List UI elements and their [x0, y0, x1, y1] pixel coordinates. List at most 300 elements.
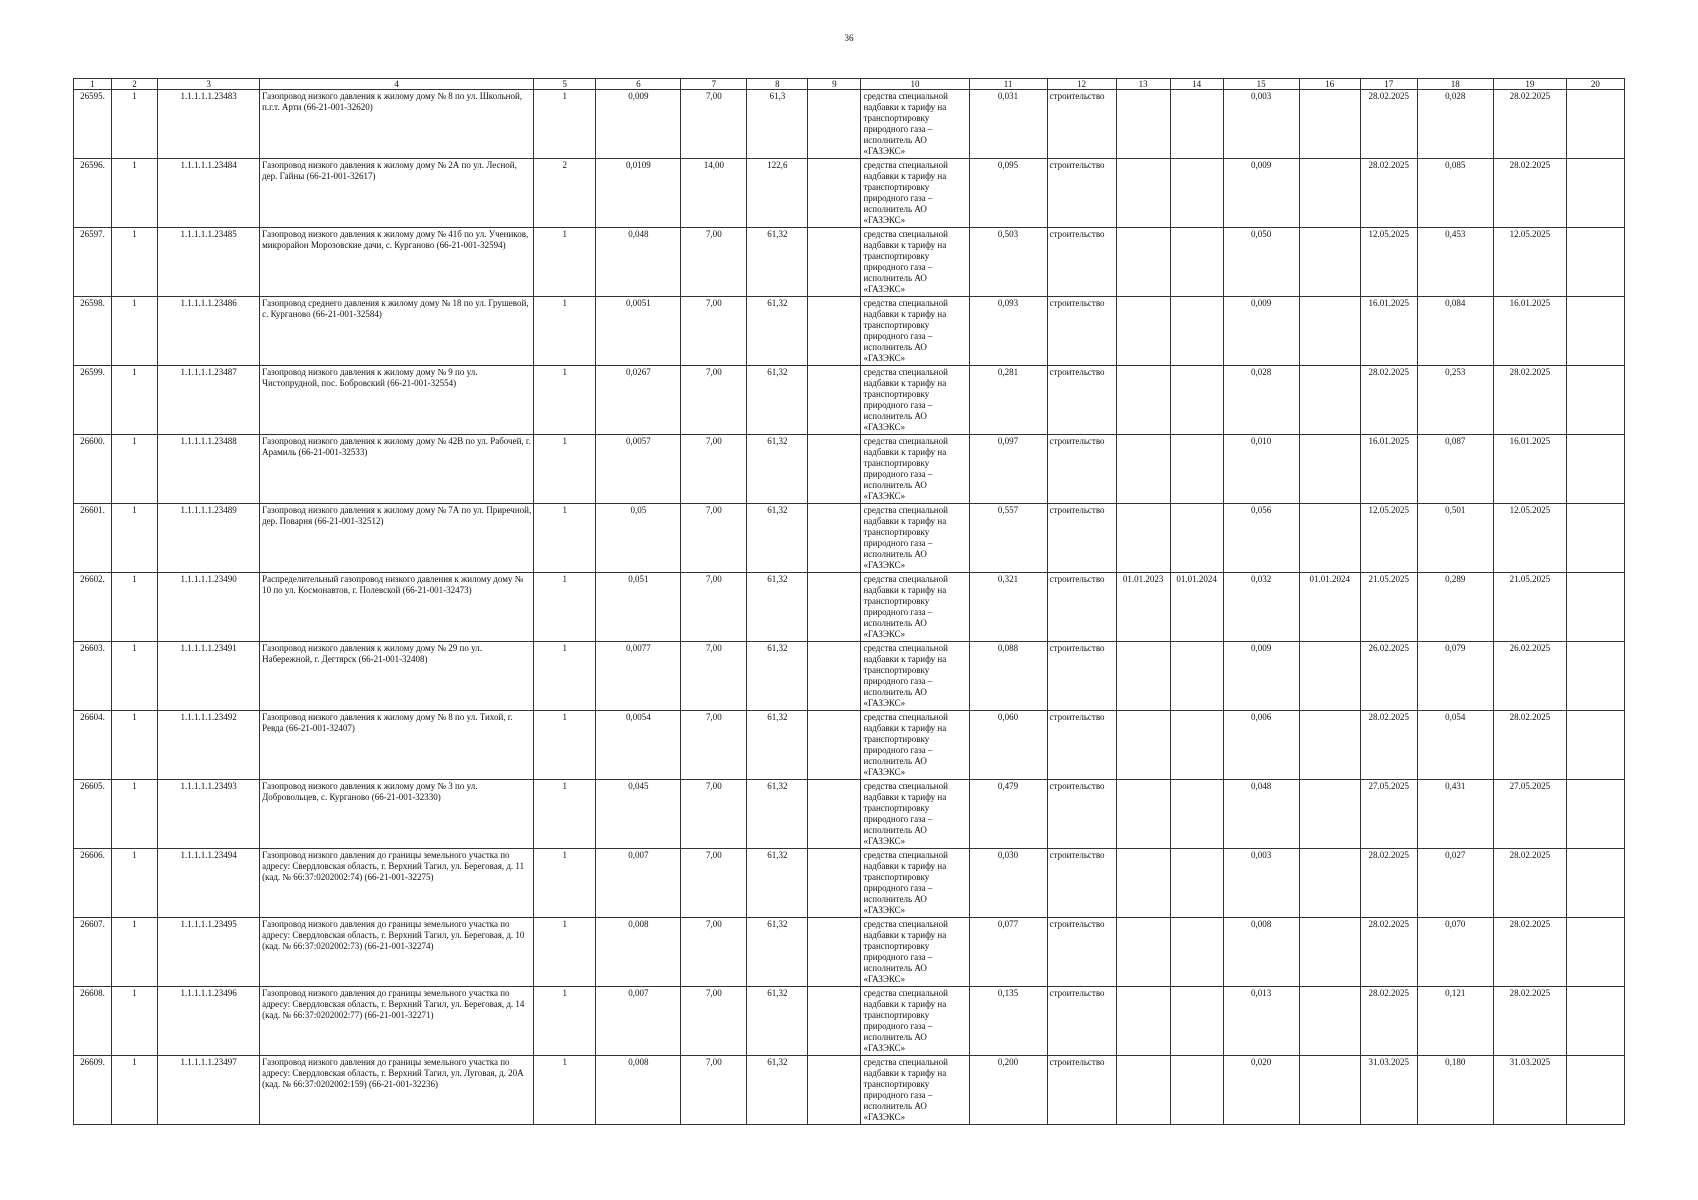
- cell-col-1: 26596.: [74, 159, 112, 228]
- cell-col-16: [1299, 90, 1360, 159]
- cell-col-5: 1: [534, 987, 596, 1056]
- cell-col-2: 1: [112, 987, 158, 1056]
- cell-col-2: 1: [112, 642, 158, 711]
- cell-col-16: [1299, 366, 1360, 435]
- cell-col-14: [1170, 297, 1223, 366]
- cell-col-10: средства специальной надбавки к тарифу на транспортировку природного газа – исполнитель АО «ГАЗЭКС»: [861, 987, 969, 1056]
- cell-col-7: 7,00: [681, 849, 747, 918]
- cell-col-15: 0,032: [1223, 573, 1299, 642]
- cell-col-15: 0,020: [1223, 1056, 1299, 1125]
- cell-col-3: 1.1.1.1.1.23483: [158, 90, 260, 159]
- column-header-15: 15: [1223, 79, 1299, 90]
- cell-col-18: 0,079: [1417, 642, 1493, 711]
- cell-col-8: 61,32: [747, 228, 808, 297]
- cell-col-4: Газопровод низкого давления к жилому дому № 9 по ул. Чистопрудной, пос. Бобровский (66-21-001-32554): [260, 366, 534, 435]
- cell-col-14: [1170, 918, 1223, 987]
- cell-col-12: строительство: [1047, 366, 1116, 435]
- cell-col-14: [1170, 228, 1223, 297]
- column-header-6: 6: [596, 79, 681, 90]
- cell-col-5: 1: [534, 642, 596, 711]
- cell-col-10: средства специальной надбавки к тарифу на транспортировку природного газа – исполнитель АО «ГАЗЭКС»: [861, 159, 969, 228]
- cell-col-13: [1116, 1056, 1170, 1125]
- cell-col-10: средства специальной надбавки к тарифу на транспортировку природного газа – исполнитель АО «ГАЗЭКС»: [861, 918, 969, 987]
- table-row: [74, 504, 1625, 573]
- cell-col-8: 61,32: [747, 642, 808, 711]
- cell-col-13: [1116, 780, 1170, 849]
- column-header-2: 2: [112, 79, 158, 90]
- cell-col-18: 0,501: [1417, 504, 1493, 573]
- cell-col-13: [1116, 642, 1170, 711]
- cell-col-20: [1566, 366, 1624, 435]
- cell-col-14: [1170, 435, 1223, 504]
- cell-col-14: 01.01.2024: [1170, 573, 1223, 642]
- cell-col-3: 1.1.1.1.1.23486: [158, 297, 260, 366]
- cell-col-16: [1299, 711, 1360, 780]
- cell-col-1: 26604.: [74, 711, 112, 780]
- cell-col-13: [1116, 159, 1170, 228]
- cell-col-17: 16.01.2025: [1360, 435, 1417, 504]
- cell-col-9: [808, 159, 861, 228]
- cell-col-2: 1: [112, 711, 158, 780]
- header-row: [74, 79, 1625, 90]
- cell-col-5: 1: [534, 1056, 596, 1125]
- cell-col-12: строительство: [1047, 159, 1116, 228]
- column-header-19: 19: [1493, 79, 1566, 90]
- cell-col-7: 7,00: [681, 435, 747, 504]
- cell-col-8: 61,32: [747, 504, 808, 573]
- cell-col-19: 28.02.2025: [1493, 366, 1566, 435]
- cell-col-9: [808, 918, 861, 987]
- cell-col-2: 1: [112, 918, 158, 987]
- cell-col-9: [808, 987, 861, 1056]
- cell-col-15: 0,028: [1223, 366, 1299, 435]
- cell-col-9: [808, 1056, 861, 1125]
- cell-col-12: строительство: [1047, 90, 1116, 159]
- cell-col-2: 1: [112, 780, 158, 849]
- table-row: [74, 435, 1625, 504]
- cell-col-6: 0,051: [596, 573, 681, 642]
- table-row: [74, 1056, 1625, 1125]
- cell-col-5: 2: [534, 159, 596, 228]
- cell-col-5: 1: [534, 504, 596, 573]
- cell-col-1: 26605.: [74, 780, 112, 849]
- cell-col-4: Распределительный газопровод низкого давления к жилому дому № 10 по ул. Космонавтов, г. Полевской (66-21-001-32473): [260, 573, 534, 642]
- cell-col-11: 0,503: [969, 228, 1047, 297]
- cell-col-7: 7,00: [681, 573, 747, 642]
- cell-col-2: 1: [112, 573, 158, 642]
- cell-col-18: 0,453: [1417, 228, 1493, 297]
- cell-col-18: 0,087: [1417, 435, 1493, 504]
- cell-col-15: 0,003: [1223, 90, 1299, 159]
- cell-col-7: 7,00: [681, 1056, 747, 1125]
- cell-col-17: 12.05.2025: [1360, 228, 1417, 297]
- cell-col-3: 1.1.1.1.1.23485: [158, 228, 260, 297]
- cell-col-10: средства специальной надбавки к тарифу на транспортировку природного газа – исполнитель АО «ГАЗЭКС»: [861, 642, 969, 711]
- cell-col-14: [1170, 849, 1223, 918]
- cell-col-9: [808, 504, 861, 573]
- cell-col-17: 28.02.2025: [1360, 849, 1417, 918]
- cell-col-11: 0,557: [969, 504, 1047, 573]
- cell-col-18: 0,431: [1417, 780, 1493, 849]
- cell-col-9: [808, 228, 861, 297]
- cell-col-10: средства специальной надбавки к тарифу на транспортировку природного газа – исполнитель АО «ГАЗЭКС»: [861, 228, 969, 297]
- cell-col-20: [1566, 849, 1624, 918]
- cell-col-12: строительство: [1047, 642, 1116, 711]
- cell-col-11: 0,095: [969, 159, 1047, 228]
- column-header-13: 13: [1116, 79, 1170, 90]
- cell-col-9: [808, 642, 861, 711]
- cell-col-13: [1116, 366, 1170, 435]
- cell-col-19: 28.02.2025: [1493, 159, 1566, 228]
- cell-col-1: 26595.: [74, 90, 112, 159]
- cell-col-12: строительство: [1047, 297, 1116, 366]
- cell-col-8: 61,32: [747, 297, 808, 366]
- cell-col-20: [1566, 573, 1624, 642]
- cell-col-3: 1.1.1.1.1.23496: [158, 987, 260, 1056]
- cell-col-18: 0,289: [1417, 573, 1493, 642]
- page-number: 36: [844, 33, 854, 43]
- cell-col-13: 01.01.2023: [1116, 573, 1170, 642]
- cell-col-17: 27.05.2025: [1360, 780, 1417, 849]
- cell-col-3: 1.1.1.1.1.23495: [158, 918, 260, 987]
- column-header-4: 4: [260, 79, 534, 90]
- cell-col-19: 12.05.2025: [1493, 504, 1566, 573]
- cell-col-14: [1170, 780, 1223, 849]
- cell-col-20: [1566, 1056, 1624, 1125]
- cell-col-16: [1299, 918, 1360, 987]
- cell-col-18: 0,070: [1417, 918, 1493, 987]
- cell-col-7: 7,00: [681, 918, 747, 987]
- cell-col-7: 7,00: [681, 711, 747, 780]
- cell-col-9: [808, 780, 861, 849]
- cell-col-20: [1566, 435, 1624, 504]
- cell-col-11: 0,479: [969, 780, 1047, 849]
- cell-col-13: [1116, 711, 1170, 780]
- cell-col-10: средства специальной надбавки к тарифу на транспортировку природного газа – исполнитель АО «ГАЗЭКС»: [861, 780, 969, 849]
- cell-col-19: 21.05.2025: [1493, 573, 1566, 642]
- cell-col-9: [808, 90, 861, 159]
- cell-col-13: [1116, 504, 1170, 573]
- cell-col-2: 1: [112, 366, 158, 435]
- cell-col-11: 0,088: [969, 642, 1047, 711]
- cell-col-3: 1.1.1.1.1.23492: [158, 711, 260, 780]
- cell-col-8: 61,32: [747, 711, 808, 780]
- cell-col-14: [1170, 90, 1223, 159]
- cell-col-13: [1116, 918, 1170, 987]
- cell-col-20: [1566, 159, 1624, 228]
- cell-col-5: 1: [534, 297, 596, 366]
- cell-col-15: 0,008: [1223, 918, 1299, 987]
- cell-col-12: строительство: [1047, 780, 1116, 849]
- cell-col-4: Газопровод низкого давления до границы земельного участка по адресу: Свердловская область, г. Верхний Тагил, ул. Луговая, д. 20А (кад. № 66:37:0202002:159) (66-21-001-32236): [260, 1056, 534, 1125]
- cell-col-4: Газопровод низкого давления до границы земельного участка по адресу: Свердловская область, г. Верхний Тагил, ул. Береговая, д. 14 (кад. № 66:37:0202002:77) (66-21-001-32271): [260, 987, 534, 1056]
- cell-col-1: 26608.: [74, 987, 112, 1056]
- cell-col-18: 0,121: [1417, 987, 1493, 1056]
- cell-col-10: средства специальной надбавки к тарифу на транспортировку природного газа – исполнитель АО «ГАЗЭКС»: [861, 504, 969, 573]
- cell-col-20: [1566, 918, 1624, 987]
- cell-col-6: 0,0051: [596, 297, 681, 366]
- cell-col-14: [1170, 642, 1223, 711]
- cell-col-12: строительство: [1047, 573, 1116, 642]
- cell-col-12: строительство: [1047, 504, 1116, 573]
- cell-col-3: 1.1.1.1.1.23490: [158, 573, 260, 642]
- cell-col-12: строительство: [1047, 849, 1116, 918]
- cell-col-5: 1: [534, 849, 596, 918]
- column-header-11: 11: [969, 79, 1047, 90]
- cell-col-6: 0,007: [596, 849, 681, 918]
- cell-col-15: 0,013: [1223, 987, 1299, 1056]
- cell-col-1: 26607.: [74, 918, 112, 987]
- cell-col-15: 0,009: [1223, 159, 1299, 228]
- cell-col-17: 28.02.2025: [1360, 159, 1417, 228]
- cell-col-18: 0,028: [1417, 90, 1493, 159]
- cell-col-16: [1299, 228, 1360, 297]
- cell-col-16: [1299, 504, 1360, 573]
- cell-col-1: 26601.: [74, 504, 112, 573]
- cell-col-2: 1: [112, 90, 158, 159]
- cell-col-7: 7,00: [681, 297, 747, 366]
- registry-table: [73, 78, 1625, 1125]
- cell-col-11: 0,321: [969, 573, 1047, 642]
- table-row: [74, 159, 1625, 228]
- cell-col-7: 7,00: [681, 366, 747, 435]
- table-row: [74, 780, 1625, 849]
- cell-col-3: 1.1.1.1.1.23488: [158, 435, 260, 504]
- cell-col-9: [808, 435, 861, 504]
- cell-col-18: 0,084: [1417, 297, 1493, 366]
- cell-col-15: 0,048: [1223, 780, 1299, 849]
- cell-col-1: 26599.: [74, 366, 112, 435]
- table-row: [74, 918, 1625, 987]
- cell-col-11: 0,060: [969, 711, 1047, 780]
- cell-col-1: 26606.: [74, 849, 112, 918]
- cell-col-8: 61,32: [747, 987, 808, 1056]
- cell-col-10: средства специальной надбавки к тарифу на транспортировку природного газа – исполнитель АО «ГАЗЭКС»: [861, 1056, 969, 1125]
- column-header-10: 10: [861, 79, 969, 90]
- cell-col-1: 26603.: [74, 642, 112, 711]
- cell-col-11: 0,030: [969, 849, 1047, 918]
- table-row: [74, 297, 1625, 366]
- cell-col-20: [1566, 504, 1624, 573]
- cell-col-14: [1170, 366, 1223, 435]
- cell-col-16: 01.01.2024: [1299, 573, 1360, 642]
- cell-col-6: 0,0267: [596, 366, 681, 435]
- cell-col-7: 7,00: [681, 642, 747, 711]
- cell-col-14: [1170, 159, 1223, 228]
- cell-col-5: 1: [534, 366, 596, 435]
- cell-col-2: 1: [112, 1056, 158, 1125]
- column-header-3: 3: [158, 79, 260, 90]
- column-header-1: 1: [74, 79, 112, 90]
- cell-col-5: 1: [534, 573, 596, 642]
- cell-col-13: [1116, 435, 1170, 504]
- column-header-12: 12: [1047, 79, 1116, 90]
- cell-col-16: [1299, 849, 1360, 918]
- cell-col-8: 122,6: [747, 159, 808, 228]
- cell-col-11: 0,093: [969, 297, 1047, 366]
- cell-col-19: 26.02.2025: [1493, 642, 1566, 711]
- cell-col-3: 1.1.1.1.1.23487: [158, 366, 260, 435]
- cell-col-1: 26600.: [74, 435, 112, 504]
- cell-col-19: 16.01.2025: [1493, 435, 1566, 504]
- cell-col-5: 1: [534, 711, 596, 780]
- cell-col-18: 0,027: [1417, 849, 1493, 918]
- cell-col-19: 31.03.2025: [1493, 1056, 1566, 1125]
- cell-col-10: средства специальной надбавки к тарифу на транспортировку природного газа – исполнитель АО «ГАЗЭКС»: [861, 366, 969, 435]
- cell-col-8: 61,32: [747, 849, 808, 918]
- cell-col-10: средства специальной надбавки к тарифу на транспортировку природного газа – исполнитель АО «ГАЗЭКС»: [861, 90, 969, 159]
- cell-col-19: 16.01.2025: [1493, 297, 1566, 366]
- cell-col-7: 7,00: [681, 987, 747, 1056]
- cell-col-7: 7,00: [681, 90, 747, 159]
- cell-col-13: [1116, 987, 1170, 1056]
- cell-col-20: [1566, 90, 1624, 159]
- cell-col-17: 16.01.2025: [1360, 297, 1417, 366]
- cell-col-7: 7,00: [681, 780, 747, 849]
- cell-col-4: Газопровод низкого давления до границы земельного участка по адресу: Свердловская область, г. Верхний Тагил, ул. Береговая, д. 11 (кад. № 66:37:0202002:74) (66-21-001-32275): [260, 849, 534, 918]
- cell-col-2: 1: [112, 849, 158, 918]
- cell-col-11: 0,097: [969, 435, 1047, 504]
- cell-col-9: [808, 366, 861, 435]
- cell-col-17: 28.02.2025: [1360, 711, 1417, 780]
- cell-col-5: 1: [534, 435, 596, 504]
- cell-col-14: [1170, 1056, 1223, 1125]
- cell-col-4: Газопровод низкого давления к жилому дому № 7А по ул. Приречной, дер. Поварня (66-21-001-32512): [260, 504, 534, 573]
- cell-col-6: 0,009: [596, 90, 681, 159]
- cell-col-2: 1: [112, 435, 158, 504]
- table-row: [74, 711, 1625, 780]
- cell-col-10: средства специальной надбавки к тарифу на транспортировку природного газа – исполнитель АО «ГАЗЭКС»: [861, 711, 969, 780]
- table-row: [74, 987, 1625, 1056]
- cell-col-11: 0,031: [969, 90, 1047, 159]
- cell-col-19: 28.02.2025: [1493, 90, 1566, 159]
- cell-col-6: 0,007: [596, 987, 681, 1056]
- cell-col-12: строительство: [1047, 918, 1116, 987]
- cell-col-19: 28.02.2025: [1493, 987, 1566, 1056]
- table-row: [74, 849, 1625, 918]
- cell-col-10: средства специальной надбавки к тарифу на транспортировку природного газа – исполнитель АО «ГАЗЭКС»: [861, 297, 969, 366]
- cell-col-9: [808, 849, 861, 918]
- cell-col-6: 0,008: [596, 918, 681, 987]
- cell-col-3: 1.1.1.1.1.23489: [158, 504, 260, 573]
- cell-col-3: 1.1.1.1.1.23491: [158, 642, 260, 711]
- column-header-9: 9: [808, 79, 861, 90]
- cell-col-9: [808, 297, 861, 366]
- cell-col-10: средства специальной надбавки к тарифу на транспортировку природного газа – исполнитель АО «ГАЗЭКС»: [861, 435, 969, 504]
- cell-col-1: 26602.: [74, 573, 112, 642]
- column-header-16: 16: [1299, 79, 1360, 90]
- cell-col-4: Газопровод низкого давления к жилому дому № 8 по ул. Тихой, г. Ревда (66-21-001-32407): [260, 711, 534, 780]
- cell-col-15: 0,009: [1223, 297, 1299, 366]
- cell-col-20: [1566, 228, 1624, 297]
- cell-col-12: строительство: [1047, 987, 1116, 1056]
- column-header-5: 5: [534, 79, 596, 90]
- cell-col-8: 61,32: [747, 435, 808, 504]
- cell-col-7: 7,00: [681, 504, 747, 573]
- cell-col-20: [1566, 780, 1624, 849]
- cell-col-3: 1.1.1.1.1.23497: [158, 1056, 260, 1125]
- cell-col-20: [1566, 711, 1624, 780]
- cell-col-5: 1: [534, 90, 596, 159]
- cell-col-3: 1.1.1.1.1.23494: [158, 849, 260, 918]
- cell-col-16: [1299, 435, 1360, 504]
- cell-col-2: 1: [112, 504, 158, 573]
- cell-col-7: 14,00: [681, 159, 747, 228]
- cell-col-20: [1566, 987, 1624, 1056]
- cell-col-4: Газопровод низкого давления к жилому дому № 2А по ул. Лесной, дер. Гайны (66-21-001-32617): [260, 159, 534, 228]
- cell-col-2: 1: [112, 297, 158, 366]
- cell-col-8: 61,32: [747, 1056, 808, 1125]
- cell-col-11: 0,135: [969, 987, 1047, 1056]
- cell-col-18: 0,054: [1417, 711, 1493, 780]
- cell-col-11: 0,077: [969, 918, 1047, 987]
- cell-col-14: [1170, 711, 1223, 780]
- cell-col-14: [1170, 987, 1223, 1056]
- cell-col-19: 28.02.2025: [1493, 918, 1566, 987]
- cell-col-13: [1116, 228, 1170, 297]
- cell-col-15: 0,009: [1223, 642, 1299, 711]
- cell-col-1: 26609.: [74, 1056, 112, 1125]
- cell-col-12: строительство: [1047, 711, 1116, 780]
- cell-col-6: 0,05: [596, 504, 681, 573]
- cell-col-11: 0,281: [969, 366, 1047, 435]
- cell-col-17: 28.02.2025: [1360, 366, 1417, 435]
- cell-col-2: 1: [112, 228, 158, 297]
- cell-col-4: Газопровод низкого давления до границы земельного участка по адресу: Свердловская область, г. Верхний Тагил, ул. Береговая, д. 10 (кад. № 66:37:0202002:73) (66-21-001-32274): [260, 918, 534, 987]
- cell-col-7: 7,00: [681, 228, 747, 297]
- cell-col-13: [1116, 849, 1170, 918]
- cell-col-6: 0,008: [596, 1056, 681, 1125]
- table-row: [74, 228, 1625, 297]
- cell-col-20: [1566, 642, 1624, 711]
- column-header-7: 7: [681, 79, 747, 90]
- cell-col-3: 1.1.1.1.1.23493: [158, 780, 260, 849]
- cell-col-17: 26.02.2025: [1360, 642, 1417, 711]
- cell-col-6: 0,045: [596, 780, 681, 849]
- cell-col-19: 27.05.2025: [1493, 780, 1566, 849]
- cell-col-9: [808, 573, 861, 642]
- table-header: [74, 79, 1625, 90]
- cell-col-4: Газопровод низкого давления к жилому дому № 8 по ул. Школьной, п.г.т. Арти (66-21-001-32620): [260, 90, 534, 159]
- cell-col-6: 0,0077: [596, 642, 681, 711]
- cell-col-3: 1.1.1.1.1.23484: [158, 159, 260, 228]
- cell-col-17: 28.02.2025: [1360, 918, 1417, 987]
- cell-col-15: 0,006: [1223, 711, 1299, 780]
- cell-col-4: Газопровод низкого давления к жилому дому № 41б по ул. Учеников, микрорайон Морозовские дачи, с. Курганово (66-21-001-32594): [260, 228, 534, 297]
- cell-col-5: 1: [534, 918, 596, 987]
- cell-col-8: 61,32: [747, 780, 808, 849]
- cell-col-1: 26597.: [74, 228, 112, 297]
- cell-col-6: 0,0054: [596, 711, 681, 780]
- cell-col-18: 0,180: [1417, 1056, 1493, 1125]
- table-row: [74, 573, 1625, 642]
- cell-col-16: [1299, 642, 1360, 711]
- cell-col-17: 12.05.2025: [1360, 504, 1417, 573]
- table-row: [74, 642, 1625, 711]
- column-header-8: 8: [747, 79, 808, 90]
- cell-col-4: Газопровод низкого давления к жилому дому № 42В по ул. Рабочей, г. Арамиль (66-21-001-32533): [260, 435, 534, 504]
- table-body: [74, 90, 1625, 1125]
- cell-col-17: 28.02.2025: [1360, 90, 1417, 159]
- cell-col-16: [1299, 987, 1360, 1056]
- column-header-14: 14: [1170, 79, 1223, 90]
- cell-col-8: 61,32: [747, 918, 808, 987]
- cell-col-6: 0,0109: [596, 159, 681, 228]
- cell-col-11: 0,200: [969, 1056, 1047, 1125]
- cell-col-19: 12.05.2025: [1493, 228, 1566, 297]
- cell-col-16: [1299, 159, 1360, 228]
- cell-col-8: 61,32: [747, 366, 808, 435]
